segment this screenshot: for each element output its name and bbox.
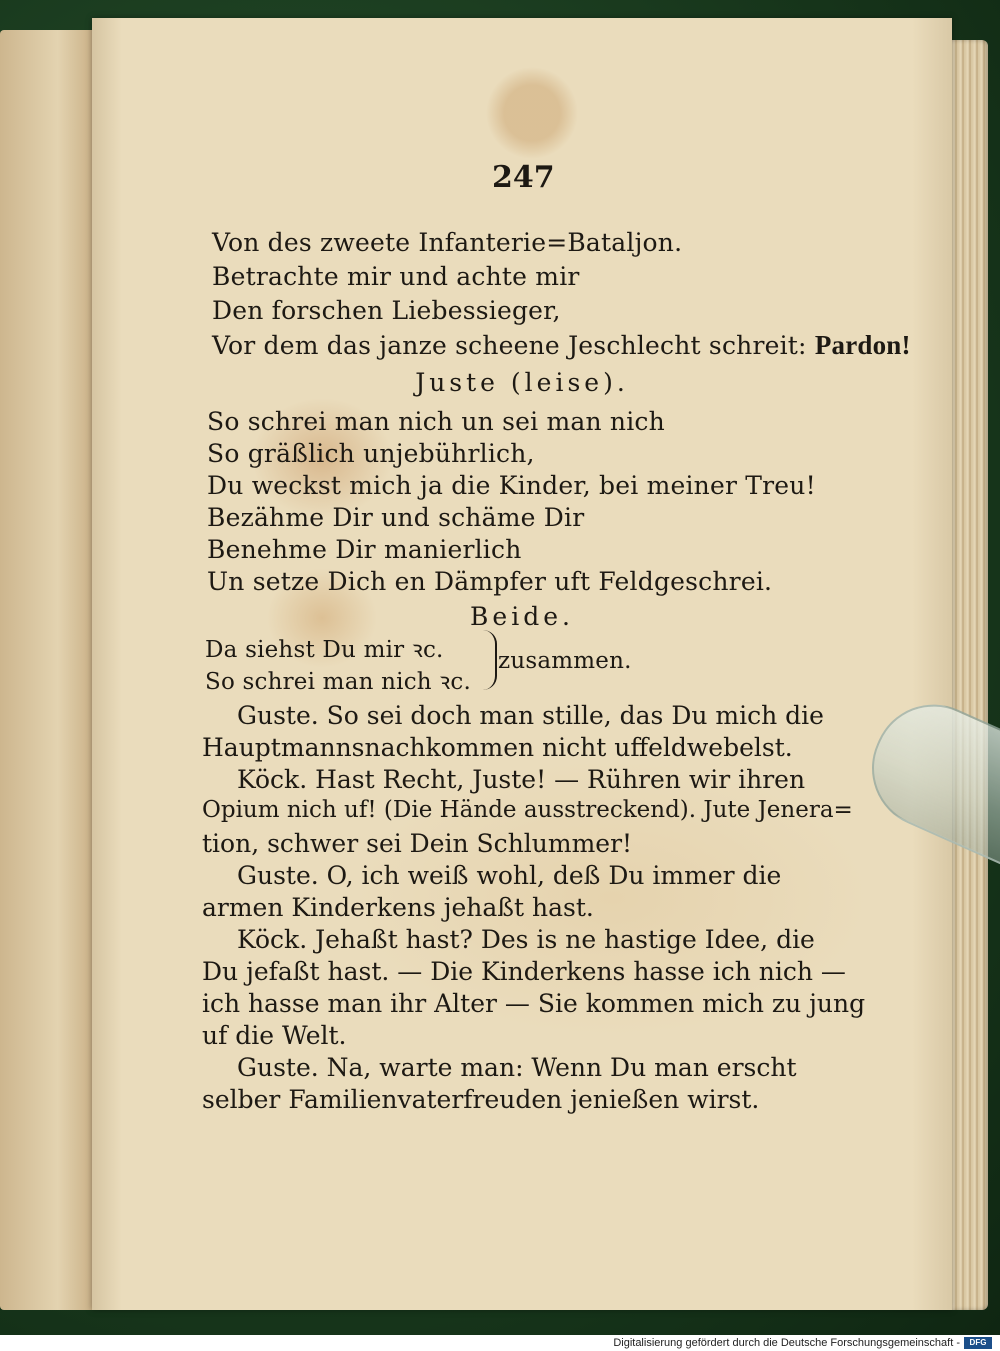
prose-line: Guste. Na, warte man: Wenn Du man erscht xyxy=(237,1053,797,1082)
duet-line: So schrei man nich ꝛc. xyxy=(205,669,471,695)
verse-line: Du weckst mich ja die Kinder, bei meiner Treu! xyxy=(207,471,816,500)
verse-line: Den forschen Liebessieger, xyxy=(212,296,561,325)
duet-together: zusammen. xyxy=(498,648,632,674)
prose-line: selber Familienvaterfreuden jenießen wirst. xyxy=(202,1085,760,1114)
footer-credit: Digitalisierung gefördert durch die Deutsche Forschungsgemeinschaft - xyxy=(613,1337,960,1349)
prose-line: Guste. O, ich weiß wohl, deß Du immer die xyxy=(237,861,782,890)
pardon-bold: Pardon! xyxy=(814,330,911,360)
verse-line: Betrachte mir und achte mir xyxy=(212,262,580,291)
verse-line: Bezähme Dir und schäme Dir xyxy=(207,503,585,532)
verse-line: Un setze Dich en Dämpfer uft Feldgeschrei. xyxy=(207,567,773,596)
verse-line: Von des zweete Infanterie=Bataljon. xyxy=(212,228,683,257)
curly-brace xyxy=(479,630,497,690)
prose-line: uf die Welt. xyxy=(202,1021,347,1050)
page-number: 247 xyxy=(492,160,555,195)
dfg-logo-icon: DFG xyxy=(964,1337,992,1349)
verse-line: So gräßlich unjebührlich, xyxy=(207,439,535,468)
duet-line: Da siehst Du mir ꝛc. xyxy=(205,637,444,663)
footer-bar xyxy=(0,1335,1000,1351)
verse-line: Benehme Dir manierlich xyxy=(207,535,522,564)
prose-line: Köck. Hast Recht, Juste! — Rühren wir ihren xyxy=(237,765,806,794)
prose-line: tion, schwer sei Dein Schlummer! xyxy=(202,829,633,858)
book-page xyxy=(92,18,952,1310)
prose-line: Köck. Jehaßt hast? Des is ne hastige Idee, die xyxy=(237,925,815,954)
verse-line: Vor dem das janze scheene Jeschlecht schreit: Pardon! xyxy=(212,330,911,360)
left-page-edge xyxy=(0,30,96,1310)
prose-line: ich hasse man ihr Alter — Sie kommen mich zu jung xyxy=(202,989,866,1018)
prose-line: Opium nich uf! (Die Hände ausstreckend). Jute Jenera= xyxy=(202,797,853,823)
prose-line: armen Kinderkens jehaßt hast. xyxy=(202,893,594,922)
speaker-beide: Beide. xyxy=(470,602,574,631)
prose-line: Hauptmannsnachkommen nicht uffeldwebelst. xyxy=(202,733,793,762)
verse-line: So schrei man nich un sei man nich xyxy=(207,407,665,436)
speaker-juste: Juste (leise). xyxy=(415,368,629,397)
prose-line: Guste. So sei doch man stille, das Du mich die xyxy=(237,701,824,730)
prose-line: Du jefaßt hast. — Die Kinderkens hasse ich nich — xyxy=(202,957,846,986)
